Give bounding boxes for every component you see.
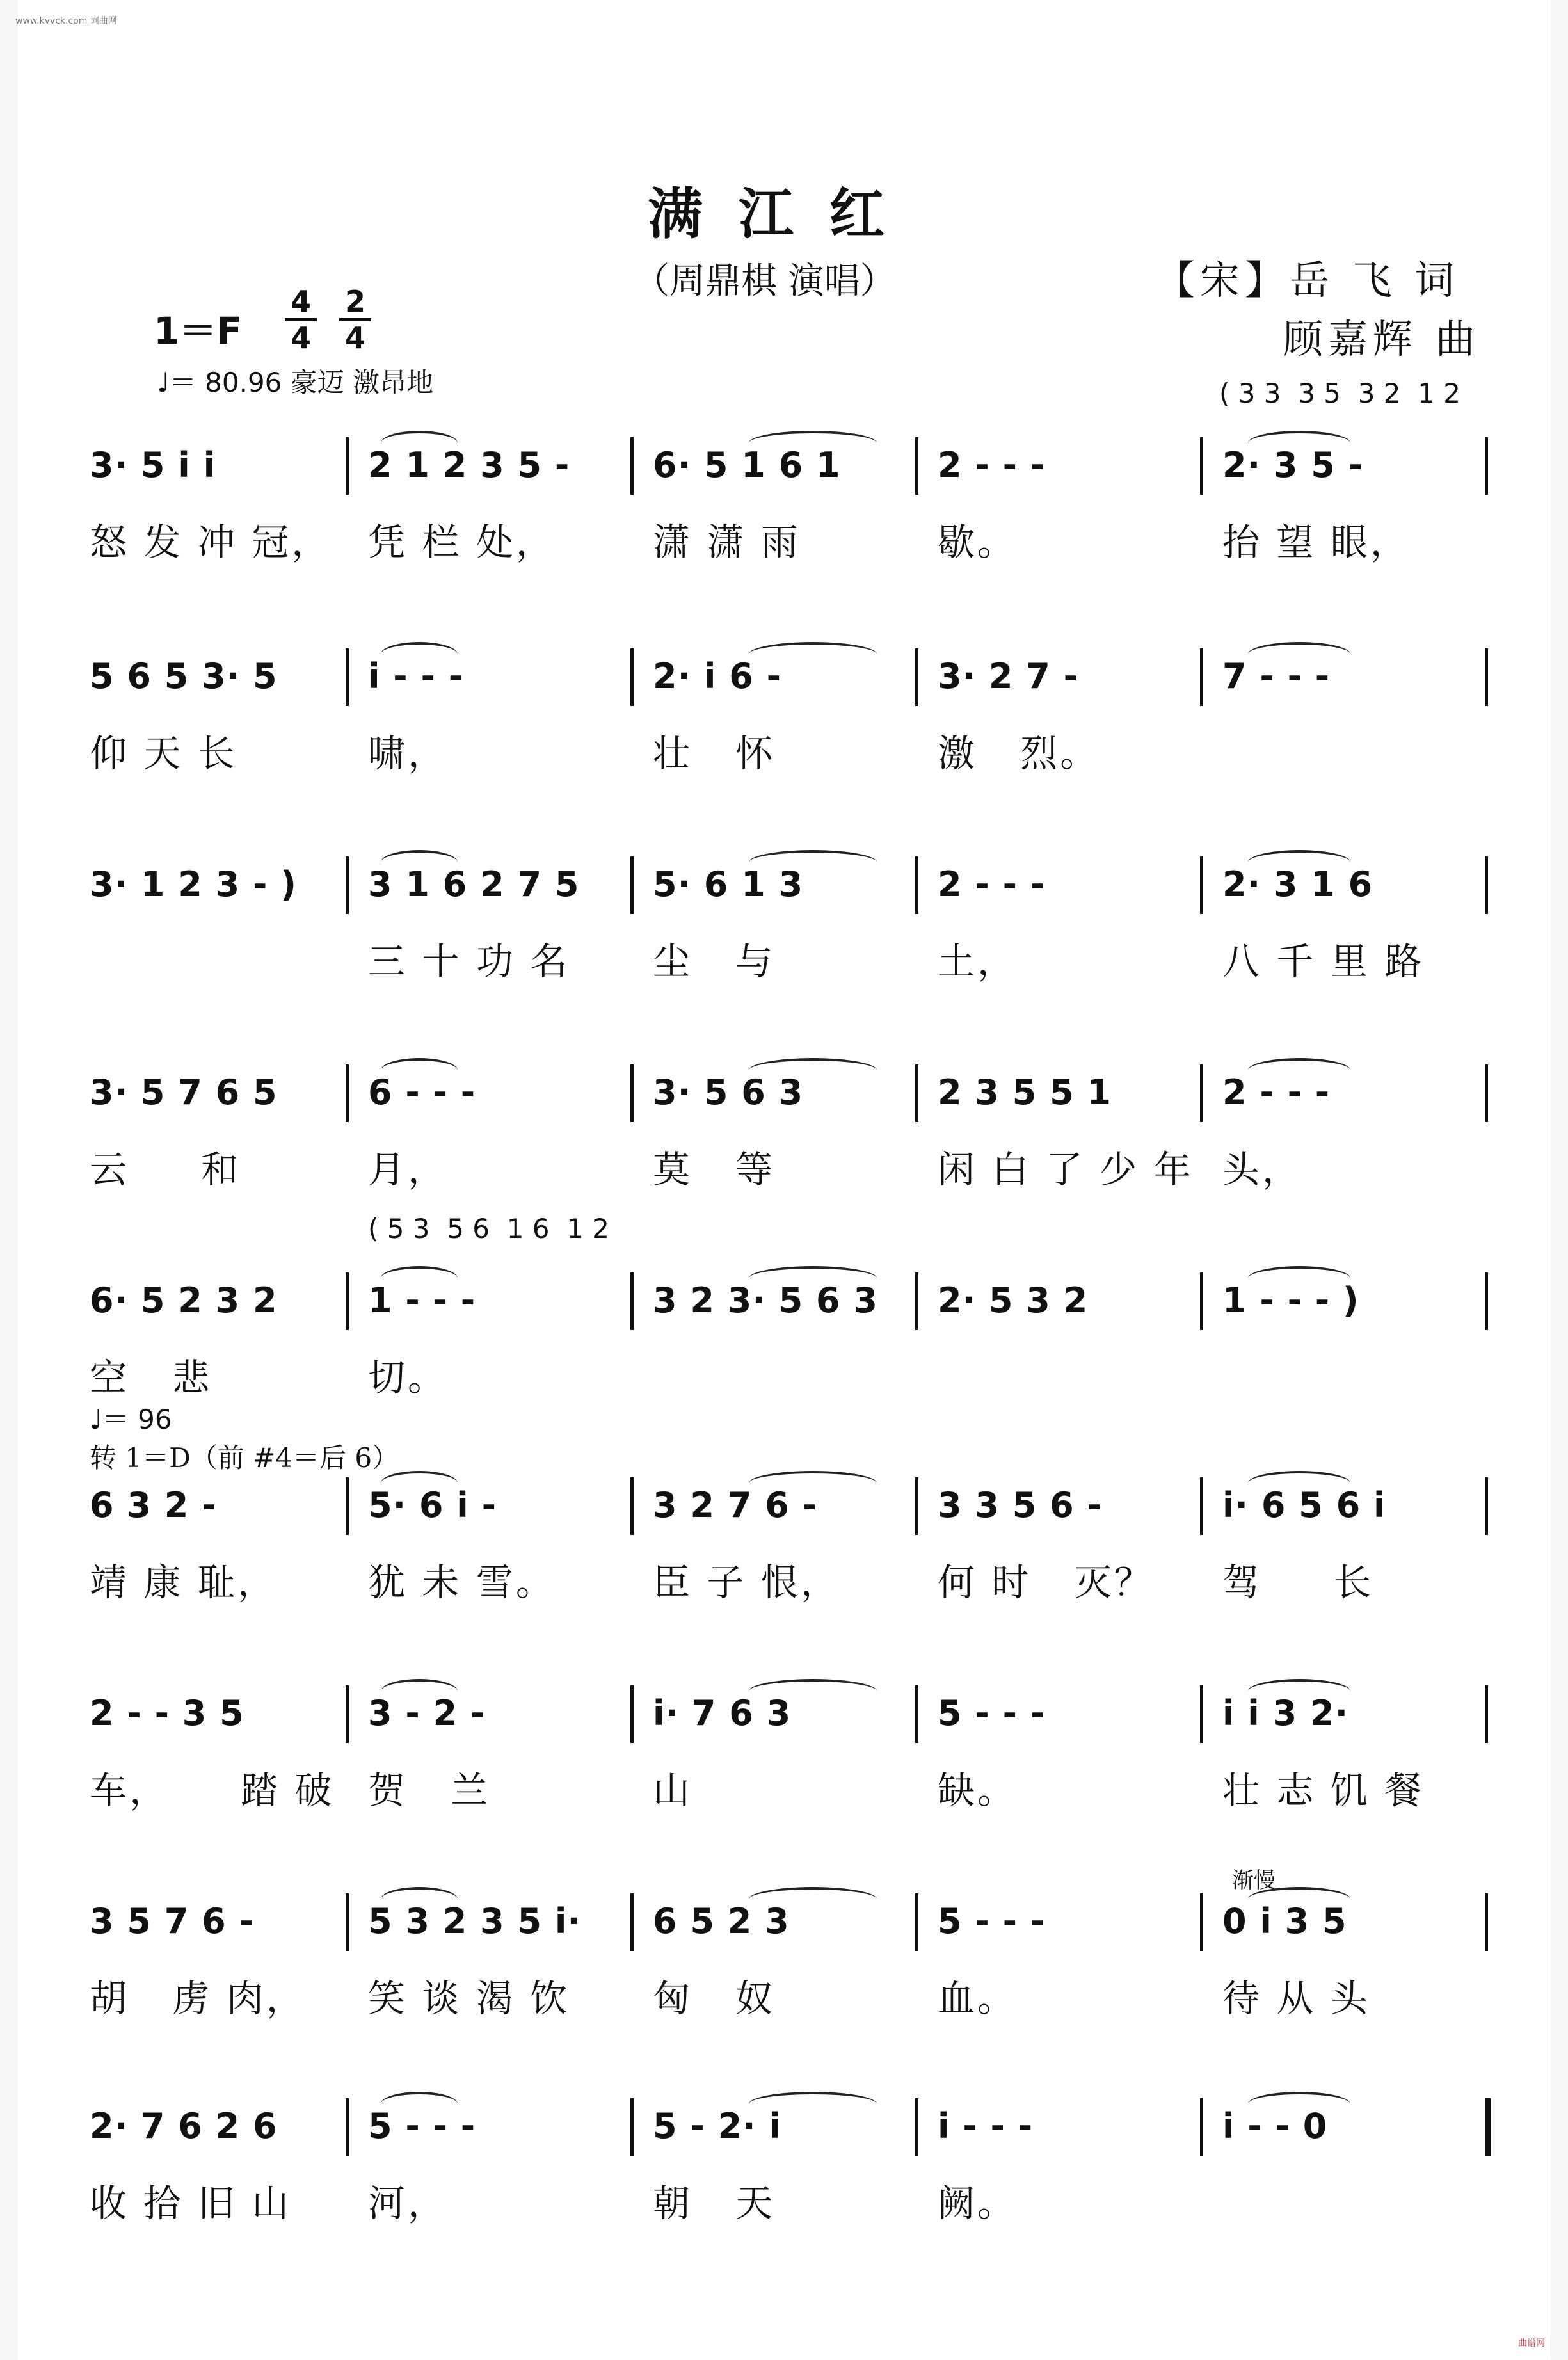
time-signature-1: 4 4 — [285, 285, 317, 355]
barline — [346, 856, 349, 914]
slur-mark — [1248, 1679, 1350, 1703]
measure-lyric: 莫 等 — [653, 1148, 776, 1191]
measure-lyric: 血。 — [938, 1977, 1018, 2020]
measure-notes: 2 3 5 5 1 — [938, 1072, 1112, 1112]
measure-lyric: 贺 兰 — [368, 1769, 491, 1812]
slur-mark — [381, 1887, 458, 1911]
measure-notes: 6 3 2 - — [90, 1485, 217, 1525]
measure-notes: i i 3 2· — [1222, 1693, 1349, 1733]
measure-notes: 2 - - - — [1222, 1072, 1331, 1112]
measure-lyric: 闲 白 了 少 年 — [938, 1148, 1194, 1191]
measure-lyric: 壮 怀 — [653, 732, 776, 775]
measure-lyric: 驾 长 — [1222, 1561, 1374, 1604]
measure-lyric: 河， — [368, 2181, 448, 2225]
measure-lyric: 笑 谈 渴 饮 — [368, 1977, 570, 2020]
slur-mark — [381, 431, 458, 455]
slur-mark — [749, 850, 877, 874]
barline — [1485, 856, 1488, 914]
left-margin-strip — [0, 0, 17, 2360]
slur-mark — [381, 850, 458, 874]
measure-notes: 5 - - - — [368, 2106, 476, 2146]
measure-notes: 2 1 2 3 5 - — [368, 445, 570, 485]
slur-mark — [1248, 642, 1350, 666]
slur-mark — [381, 1266, 458, 1290]
slur-mark — [1248, 1471, 1350, 1495]
measure-lyric: 仰 天 长 — [90, 732, 237, 775]
slur-mark — [381, 2092, 458, 2116]
measure-notes: 6 5 2 3 — [653, 1901, 790, 1941]
measure-lyric: 空 悲 — [90, 1356, 212, 1399]
song-title: 满江红 — [648, 182, 920, 246]
barline — [630, 1893, 634, 1951]
measure-notes: 3 5 7 6 - — [90, 1901, 254, 1941]
interlude-notes: ( 5 3 5 6 1 6 1 2 — [368, 1213, 610, 1244]
measure-notes: 1 - - - — [368, 1280, 476, 1320]
measure-notes: i - - - — [938, 2106, 1034, 2146]
measure-lyric: 收 拾 旧 山 — [90, 2181, 292, 2225]
measure-lyric: 歇。 — [938, 520, 1018, 564]
measure-lyric: 臣 子 恨， — [653, 1561, 840, 1604]
measure-notes: 3· 5 6 3 — [653, 1072, 804, 1112]
barline — [1200, 437, 1203, 495]
barline — [915, 437, 918, 495]
measure-lyric: 抬 望 眼， — [1222, 520, 1410, 564]
barline — [1200, 1064, 1203, 1122]
tempo-marking: ♩＝ 80.96 豪迈 激昂地 — [157, 367, 434, 398]
slur-mark — [749, 1887, 877, 1911]
barline — [346, 1685, 349, 1743]
modulation-marking: 转 1＝D（前 #4＝后 6） — [90, 1442, 399, 1473]
time-signature-2: 2 4 — [339, 285, 371, 355]
measure-lyric: 激 烈。 — [938, 732, 1100, 775]
barline — [1200, 1685, 1203, 1743]
measure-lyric: 月， — [368, 1148, 448, 1191]
measure-lyric: 胡 虏 肉， — [90, 1977, 306, 2020]
barline — [346, 437, 349, 495]
slur-mark — [381, 642, 458, 666]
measure-notes: 5 - - - — [938, 1901, 1046, 1941]
site-url: www.kvvck.com 词曲网 — [15, 16, 117, 26]
measure-notes: 5 3 2 3 5 i· — [368, 1901, 581, 1941]
barline — [915, 1685, 918, 1743]
slur-mark — [749, 1471, 877, 1495]
measure-notes: 2 - - 3 5 — [90, 1693, 244, 1733]
slur-mark — [381, 1679, 458, 1703]
measure-lyric: 凭 栏 处， — [368, 520, 556, 564]
barline — [915, 856, 918, 914]
barline — [346, 1272, 349, 1330]
ritardando-marking: 渐慢 — [1232, 1868, 1276, 1893]
measure-lyric: 山 — [653, 1769, 693, 1812]
barline — [915, 2098, 918, 2156]
measure-notes: 2 - - - — [938, 864, 1046, 904]
barline — [630, 1272, 634, 1330]
measure-lyric: 尘 与 — [653, 940, 776, 983]
measure-lyric: 缺。 — [938, 1769, 1018, 1812]
slur-mark — [749, 431, 877, 455]
measure-notes: 1 - - - ) — [1222, 1280, 1359, 1320]
slur-mark — [381, 1058, 458, 1082]
measure-lyric: 靖 康 耻， — [90, 1561, 277, 1604]
measure-notes: 2· 5 3 2 — [938, 1280, 1089, 1320]
barline — [630, 1477, 634, 1535]
barline — [346, 648, 349, 706]
slur-mark — [749, 1266, 877, 1290]
slur-mark — [1248, 1887, 1350, 1911]
barline — [1200, 1477, 1203, 1535]
measure-notes: 5 - 2· i — [653, 2106, 781, 2146]
barline — [630, 2098, 634, 2156]
measure-lyric: 匈 奴 — [653, 1977, 776, 2020]
measure-lyric: 犹 未 雪。 — [368, 1561, 556, 1604]
measure-notes: i - - 0 — [1222, 2106, 1328, 2146]
slur-mark — [381, 1471, 458, 1495]
measure-notes: 2· 3 1 6 — [1222, 864, 1373, 904]
slur-mark — [1248, 1058, 1350, 1082]
measure-notes: 3 - 2 - — [368, 1693, 486, 1733]
slur-mark — [1248, 1266, 1350, 1290]
performer: （周鼎棋 演唱） — [634, 261, 896, 302]
barline — [346, 1064, 349, 1122]
barline — [1200, 856, 1203, 914]
measure-lyric: 八 千 里 路 — [1222, 940, 1425, 983]
measure-notes: 2· i 6 - — [653, 656, 781, 696]
barline — [1485, 1893, 1488, 1951]
right-margin-strip — [1551, 0, 1568, 2360]
measure-notes: i· 6 5 6 i — [1222, 1485, 1386, 1525]
barline — [915, 1064, 918, 1122]
barline — [1200, 648, 1203, 706]
measure-notes: 0 i 3 5 — [1222, 1901, 1347, 1941]
measure-notes: 3· 1 2 3 - ) — [90, 864, 297, 904]
barline — [346, 1893, 349, 1951]
measure-lyric: 云 和 — [90, 1148, 241, 1191]
barline — [630, 1685, 634, 1743]
measure-notes: 3 2 7 6 - — [653, 1485, 817, 1525]
lyricist: 【宋】岳 飞 词 — [1155, 257, 1460, 303]
slur-mark — [1248, 2092, 1350, 2116]
barline — [630, 856, 634, 914]
measure-notes: 5· 6 i - — [368, 1485, 497, 1525]
barline — [346, 2098, 349, 2156]
measure-lyric: 潇 潇 雨 — [653, 520, 801, 564]
barline — [630, 437, 634, 495]
barline — [915, 1477, 918, 1535]
measure-lyric: 三 十 功 名 — [368, 940, 570, 983]
measure-lyric: 待 从 头 — [1222, 1977, 1370, 2020]
composer: 顾嘉辉 曲 — [1283, 316, 1480, 362]
measure-notes: 3 1 6 2 7 5 — [368, 864, 580, 904]
barline — [1200, 1272, 1203, 1330]
slur-mark — [749, 1058, 877, 1082]
footer-brand: 曲谱网 — [1518, 2338, 1545, 2348]
measure-notes: 5 - - - — [938, 1693, 1046, 1733]
key-signature: 1＝F — [154, 309, 242, 353]
barline — [1485, 648, 1488, 706]
measure-lyric: 啸， — [368, 732, 448, 775]
barline — [1485, 1477, 1488, 1535]
measure-lyric: 怒 发 冲 冠， — [90, 520, 332, 564]
interlude-notes: ( 3 3 3 5 3 2 1 2 — [1219, 378, 1461, 409]
barline — [1485, 1272, 1488, 1330]
measure-lyric: 土， — [938, 940, 1018, 983]
measure-lyric: 切。 — [368, 1356, 448, 1399]
measure-notes: 5· 6 1 3 — [653, 864, 804, 904]
measure-notes: i· 7 6 3 — [653, 1693, 792, 1733]
barline — [1485, 437, 1488, 495]
measure-notes: 5 6 5 3· 5 — [90, 656, 278, 696]
measure-lyric: 壮 志 饥 餐 — [1222, 1769, 1425, 1812]
measure-notes: 3· 2 7 - — [938, 656, 1079, 696]
slur-mark — [749, 2092, 877, 2116]
measure-notes: 6 - - - — [368, 1072, 476, 1112]
measure-lyric: 何 时 灭？ — [938, 1561, 1154, 1604]
measure-notes: 6· 5 1 6 1 — [653, 445, 841, 485]
barline — [1485, 1685, 1488, 1743]
measure-lyric: 车， 踏 破 — [90, 1769, 335, 1812]
barline — [1200, 2098, 1203, 2156]
measure-notes: 2 - - - — [938, 445, 1046, 485]
measure-lyric: 朝 天 — [653, 2181, 776, 2225]
measure-notes: i - - - — [368, 656, 464, 696]
measure-notes: 3 3 5 6 - — [938, 1485, 1102, 1525]
measure-lyric: 头， — [1222, 1148, 1302, 1191]
barline — [915, 1272, 918, 1330]
barline — [915, 648, 918, 706]
slur-mark — [1248, 431, 1350, 455]
measure-lyric: 阙。 — [938, 2181, 1018, 2225]
barline — [1485, 1064, 1488, 1122]
measure-notes: 7 - - - — [1222, 656, 1331, 696]
barline — [346, 1477, 349, 1535]
barline — [630, 1064, 634, 1122]
barline — [630, 648, 634, 706]
barline — [1200, 1893, 1203, 1951]
tempo-marking-2: ♩＝ 96 — [90, 1404, 172, 1435]
slur-mark — [1248, 850, 1350, 874]
measure-notes: 2· 3 5 - — [1222, 445, 1364, 485]
barline — [915, 1893, 918, 1951]
slur-mark — [749, 642, 877, 666]
measure-notes: 6· 5 2 3 2 — [90, 1280, 278, 1320]
measure-notes: 3 2 3· 5 6 3 — [653, 1280, 878, 1320]
measure-notes: 2· 7 6 2 6 — [90, 2106, 278, 2146]
slur-mark — [749, 1679, 877, 1703]
measure-notes: 3· 5 i i — [90, 445, 216, 485]
barline — [1485, 2098, 1491, 2156]
measure-notes: 3· 5 7 6 5 — [90, 1072, 278, 1112]
